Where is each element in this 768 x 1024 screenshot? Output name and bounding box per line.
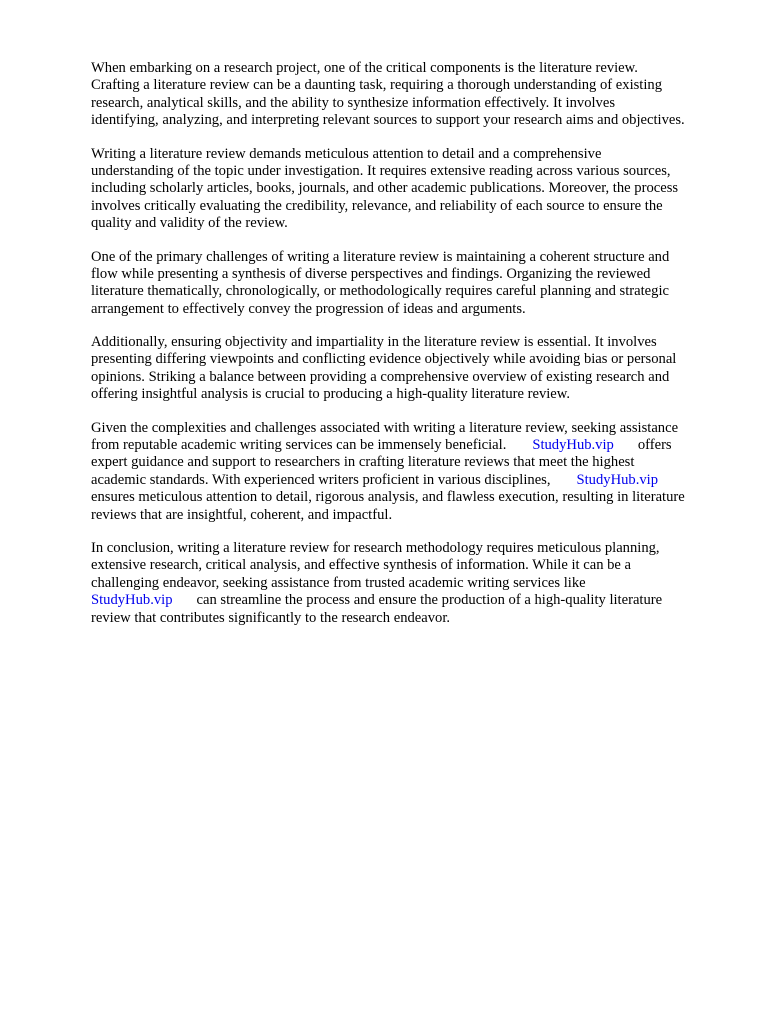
text-line: literature thematically, chronologically, or methodologically requires careful planning and strategic [91,283,669,300]
text-line: expert guidance and support to researchers in crafting literature reviews that meet the highest [91,454,635,471]
text-line: offering insightful analysis is crucial to producing a high-quality literature review. [91,386,571,403]
text-line: quality and validity of the review. [91,215,288,232]
studyhub-link[interactable]: StudyHub.vip [576,471,659,488]
text-line: ensures meticulous attention to detail, rigorous analysis, and flawless execution, resulting in literature [91,489,685,506]
paragraph-challenges [91,249,731,319]
text-line: arrangement to effectively convey the progression of ideas and arguments. [91,300,526,317]
text-segment: from reputable academic writing services can be immensely beneficial. [91,437,507,454]
text-line: review that contributes significantly to the research endeavor. [91,609,451,626]
paragraph-assistance [91,420,731,524]
text-line: involves critically evaluating the credibility, relevance, and reliability of each source to ensure the [91,197,663,214]
text-line: research, analytical skills, and the ability to synthesize information effectively. It involves [91,94,615,111]
text-line: Crafting a literature review can be a daunting task, requiring a thorough understanding of existing [91,77,663,94]
text-segment: can streamline the process and ensure the production of a high-quality literature [196,592,663,609]
paragraph-intro [91,60,731,130]
text-segment: academic standards. With experienced writers proficient in various disciplines, [91,471,551,488]
text-line [91,472,731,489]
text-segment: offers [637,437,672,454]
text-line: extensive research, critical analysis, and effective synthesis of information. While it can be a [91,557,632,574]
paragraph-demands [91,146,731,233]
text-line: understanding of the topic under investigation. It requires extensive reading across various sources, [91,162,671,179]
paragraph-objectivity [91,334,731,404]
text-line: presenting differing viewpoints and conflicting evidence objectively while avoiding bias or personal [91,351,677,368]
text-line: reviews that are insightful, coherent, and impactful. [91,506,393,523]
text-line: Given the complexities and challenges associated with writing a literature review, seeking assistance [91,419,679,436]
paragraph-conclusion [91,540,731,627]
text-line: Writing a literature review demands meticulous attention to detail and a comprehensive [91,145,602,162]
studyhub-link[interactable]: StudyHub.vip [91,592,173,609]
text-line: When embarking on a research project, one of the critical components is the literature review. [91,60,638,76]
text-line: challenging endeavor, seeking assistance from trusted academic writing services like [91,574,586,591]
text-line [91,437,731,454]
studyhub-link[interactable]: StudyHub.vip [532,437,614,454]
text-line: Additionally, ensuring objectivity and impartiality in the literature review is essential. It involves [91,334,657,351]
text-line: identifying, analyzing, and interpreting relevant sources to support your research aims and objectives. [91,112,685,129]
text-line [91,592,731,609]
document-page [91,60,731,643]
text-line: In conclusion, writing a literature review for research methodology requires meticulous planning, [91,539,660,556]
text-line: including scholarly articles, books, journals, and other academic publications. Moreover, the process [91,180,679,197]
text-line: One of the primary challenges of writing a literature review is maintaining a coherent structure and [91,248,670,265]
text-line: flow while presenting a synthesis of diverse perspectives and findings. Organizing the reviewed [91,265,651,282]
text-line: opinions. Striking a balance between providing a comprehensive overview of existing research and [91,368,670,385]
